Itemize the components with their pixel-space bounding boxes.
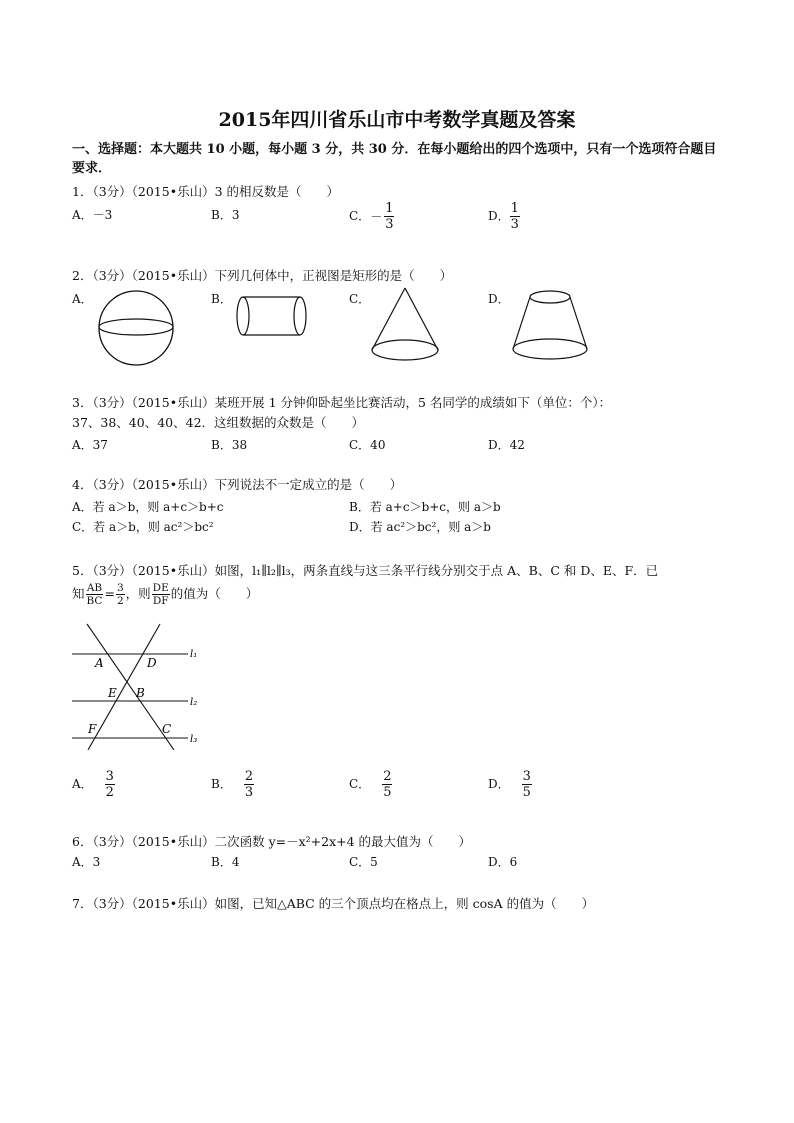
section-heading: 一、选择题：本大题共 10 小题，每小题 3 分，共 30 分．在每小题给出的四个选项中，只有一个选项符合题目要求． <box>72 142 717 176</box>
q5-option-c-den: 5 <box>383 785 392 800</box>
q1-option-c-label: C． <box>349 209 371 223</box>
q4-stem: 4．（3分）（2015•乐山）下列说法不一定成立的是（ ） <box>72 477 403 492</box>
q5-fraction-ab-bc <box>86 582 104 607</box>
q4-option-b[interactable]: B．若 a+c＞b+c，则 a＞b <box>349 500 501 514</box>
q5-option-d[interactable] <box>488 769 532 800</box>
q2-option-a[interactable]: A． <box>72 292 93 306</box>
q2-stem: 2．（3分）（2015•乐山）下列几何体中，正视图是矩形的是（ ） <box>72 268 453 283</box>
q5-option-a[interactable] <box>72 769 115 800</box>
point-f-label: F <box>88 722 97 736</box>
point-d-label: D <box>147 656 157 670</box>
q5-fraction-3-2 <box>116 582 125 607</box>
q1-option-a[interactable]: A．－3 <box>72 208 113 222</box>
q2-option-d[interactable]: D． <box>488 292 510 306</box>
q5-stem-line2 <box>72 582 258 607</box>
q5-option-c-fraction <box>382 769 392 800</box>
transversal-def <box>88 624 160 750</box>
q5-option-a-label: A． <box>72 777 93 791</box>
q5-option-c[interactable] <box>349 769 392 800</box>
q5-equals: = <box>104 586 115 601</box>
q3-option-a[interactable]: A．37 <box>72 438 108 452</box>
q1-option-d[interactable] <box>488 201 520 232</box>
q1-option-d-fraction <box>510 201 520 232</box>
q5-option-b[interactable] <box>211 769 254 800</box>
q5-option-c-num: 2 <box>383 769 392 784</box>
q6-option-c[interactable]: C．5 <box>349 855 378 869</box>
q5-option-d-fraction <box>522 769 532 800</box>
q5-option-d-num: 3 <box>522 769 531 784</box>
q1-option-c-num: 1 <box>385 201 394 216</box>
point-a-label: A <box>95 656 104 670</box>
line-l2-label: l₂ <box>190 697 198 708</box>
q3-option-c[interactable]: C．40 <box>349 438 386 452</box>
transversal-abc <box>87 624 174 750</box>
q5-stem-suffix: 的值为（ ） <box>170 586 259 601</box>
q4-option-c[interactable]: C．若 a＞b，则 ac²＞bc² <box>72 520 214 534</box>
q5-option-b-den: 3 <box>244 785 254 800</box>
q1-option-d-num: 1 <box>510 201 519 216</box>
q6-option-d[interactable]: D．6 <box>488 855 518 869</box>
point-b-label: B <box>136 686 145 700</box>
parallel-lines-figure <box>70 620 210 750</box>
q1-option-d-den: 3 <box>510 217 519 232</box>
frustum-figure <box>510 287 592 365</box>
line-l3-label: l₃ <box>190 734 198 745</box>
q6-option-a[interactable]: A．3 <box>72 855 101 869</box>
cone-figure <box>369 286 441 364</box>
q4-option-a[interactable]: A．若 a＞b，则 a+c＞b+c <box>72 500 224 514</box>
q6-stem: 6．（3分）（2015•乐山）二次函数 y=－x²+2x+4 的最大值为（ ） <box>72 834 472 849</box>
q4-option-d[interactable]: D．若 ac²＞bc²，则 a＞b <box>349 520 491 534</box>
q1-option-d-label: D． <box>488 209 510 223</box>
q5-option-b-label: B． <box>211 777 232 791</box>
q3-option-d[interactable]: D．42 <box>488 438 525 452</box>
sphere-figure <box>96 288 178 368</box>
q5-stem-line1: 5．（3分）（2015•乐山）如图，l₁∥l₂∥l₃，两条直线与这三条平行线分别交于点 A、B、C 和 D、E、F．已 <box>72 563 659 578</box>
q5-f2-num: 3 <box>116 582 124 594</box>
q5-option-b-fraction <box>244 769 254 800</box>
q1-stem: 1．（3分）（2015•乐山）3 的相反数是（ ） <box>72 184 340 199</box>
q5-f2-den: 2 <box>116 595 124 607</box>
q5-option-d-den: 5 <box>522 785 531 800</box>
point-c-label: C <box>162 722 172 736</box>
q5-option-d-label: D． <box>488 777 510 791</box>
q5-option-a-num: 3 <box>105 769 114 784</box>
q1-option-c-den: 3 <box>385 217 394 232</box>
q1-option-c-sign: － <box>370 210 383 224</box>
q5-option-a-fraction <box>105 769 115 800</box>
q5-f3-num: DE <box>152 582 169 594</box>
q5-fraction-de-df <box>152 582 170 607</box>
q5-f3-den: DF <box>152 595 169 607</box>
q5-stem-prefix: 知 <box>72 586 85 601</box>
q1-option-b[interactable]: B．3 <box>211 208 240 222</box>
q2-option-c[interactable]: C． <box>349 292 371 306</box>
q7-stem: 7．（3分）（2015•乐山）如图，已知△ABC 的三个顶点均在格点上，则 cosA 的值为（ ） <box>72 896 595 911</box>
q5-option-a-den: 2 <box>105 785 114 800</box>
page-title: 2015年四川省乐山市中考数学真题及答案 <box>218 109 576 131</box>
q5-f1-den: BC <box>86 595 103 607</box>
q5-option-c-label: C． <box>349 777 371 791</box>
cylinder-figure <box>233 292 311 340</box>
q3-stem-line1: 3．（3分）（2015•乐山）某班开展 1 分钟仰卧起坐比赛活动，5 名同学的成绩如下（单位：个）： <box>72 395 612 410</box>
q5-option-b-num: 2 <box>244 769 254 784</box>
point-e-label: E <box>108 686 117 700</box>
q3-stem-line2: 37、38、40、40、42．这组数据的众数是（ ） <box>72 415 365 430</box>
q6-option-b[interactable]: B．4 <box>211 855 240 869</box>
line-l1-label: l₁ <box>190 649 198 660</box>
q5-stem-mid: ，则 <box>125 586 151 601</box>
q1-option-c[interactable] <box>349 201 394 232</box>
q5-f1-num: AB <box>86 582 103 594</box>
q1-option-c-fraction <box>384 201 394 232</box>
q3-option-b[interactable]: B．38 <box>211 438 248 452</box>
q2-option-b[interactable]: B． <box>211 292 232 306</box>
